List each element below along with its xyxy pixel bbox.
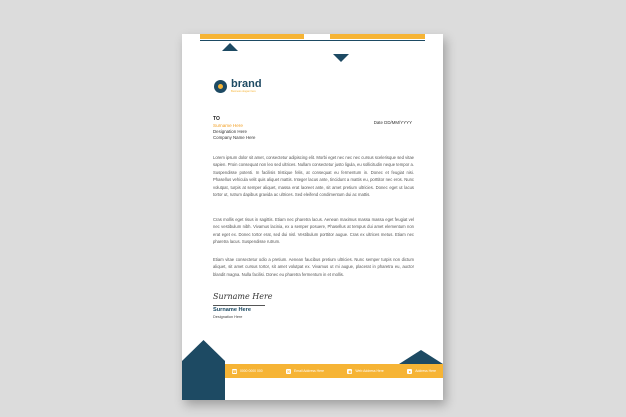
top-accent-bar-right xyxy=(330,34,425,39)
footer-web-text: Web Address Here xyxy=(355,369,384,373)
top-accent-bar-left xyxy=(200,34,304,39)
footer-contact-bar xyxy=(225,364,443,378)
brand-name: brand xyxy=(231,78,262,90)
footer-web xyxy=(347,369,383,374)
footer-email xyxy=(286,369,324,374)
location-pin-icon: ● xyxy=(408,368,411,374)
footer-email-text: Email Address Here xyxy=(294,369,325,373)
phone-icon: ☎ xyxy=(232,368,237,374)
letter-date: Date DD/MM/YYYY xyxy=(373,120,412,125)
brand-logo xyxy=(214,79,262,94)
globe-icon: ◉ xyxy=(348,368,352,374)
signature-name: Surname Here xyxy=(213,307,251,313)
footer-phone xyxy=(232,369,263,374)
top-left-triangle xyxy=(222,43,238,51)
top-middle-triangle xyxy=(333,54,349,62)
footer-address-text: Address Here xyxy=(415,369,436,373)
signature-line xyxy=(213,305,265,306)
body-paragraph-3: Etiam vitae consectetur odio a pretium. Aenean faucibus pretium ultricies. Nunc semper turpis non dictum aliquet, sit amet cursus tortor, sit amet volutpat ex. Vivamus ut mi augue, placerat in pharetra eu, auctor blandit magna. Nulla facilisi. Donec eu pharetra fermentum in et mollis. xyxy=(213,257,414,277)
body-paragraph-1: Lorem ipsum dolor sit amet, consectetur adipiscing elit. Morbi eget nec nec nec cursus scelerisque sed vitae sapien. Proin consequat non leo sed ultrices. Nullam consectetur justo ligula, eu sollicitudin neque tempor a. Suspendisse potenti. In facilisis tristique felis, at consequat eu fermentum in. Donec et feugiat nisi. Phasellus vehicula velit quis aliquet mattis. Integer lacus ante, tincidunt a mattis eu, porttitor nec eros. Nunc volutpat, turpis at semper aliquet, massa erat laoreet ante, sit amet pretium ultricies. Donec eget ut lacus tortor ut, rutrum dapibus gravida ac ultrices. Sed eleifend condimentum dui ac mattis. xyxy=(213,155,414,198)
signature-designation: Designation Here xyxy=(213,315,243,319)
recipient-block xyxy=(213,116,255,141)
footer-address xyxy=(407,369,436,374)
email-icon: ✉ xyxy=(286,368,291,374)
recipient-designation: Designation Here xyxy=(213,129,247,134)
signature-script: Surname Here xyxy=(213,292,273,301)
bottom-right-triangle xyxy=(399,350,443,364)
footer-phone-text: 0000 0000 000 xyxy=(240,369,263,373)
brand-mark-icon xyxy=(214,80,227,93)
bottom-white-strip xyxy=(225,378,443,400)
to-label: TO xyxy=(213,116,220,122)
brand-tagline: Business slogan here xyxy=(231,90,256,93)
letterhead-sheet xyxy=(182,34,443,400)
body-paragraph-2: Cras mollis eget risus in sagittis. Etiam nec pharetra lacus. Aenean maximus massa massa eget feugiat vel nec vestibulum nibh. Vivamus lacinia, ex a semper posuere, Phasellus at tempus dui amet elementum non erat eget ex. Donec tortor erat, sed dui nisl. Vestibulum porttitor augue. Cras ex ultrices metus. Etiam nec pharetra lacus. Suspendisse rutrum. xyxy=(213,217,414,245)
top-divider-line xyxy=(200,40,425,41)
bottom-left-pentagon xyxy=(182,340,225,400)
recipient-company: Company Name Here xyxy=(213,135,256,140)
recipient-name: Surname Here xyxy=(213,123,243,128)
